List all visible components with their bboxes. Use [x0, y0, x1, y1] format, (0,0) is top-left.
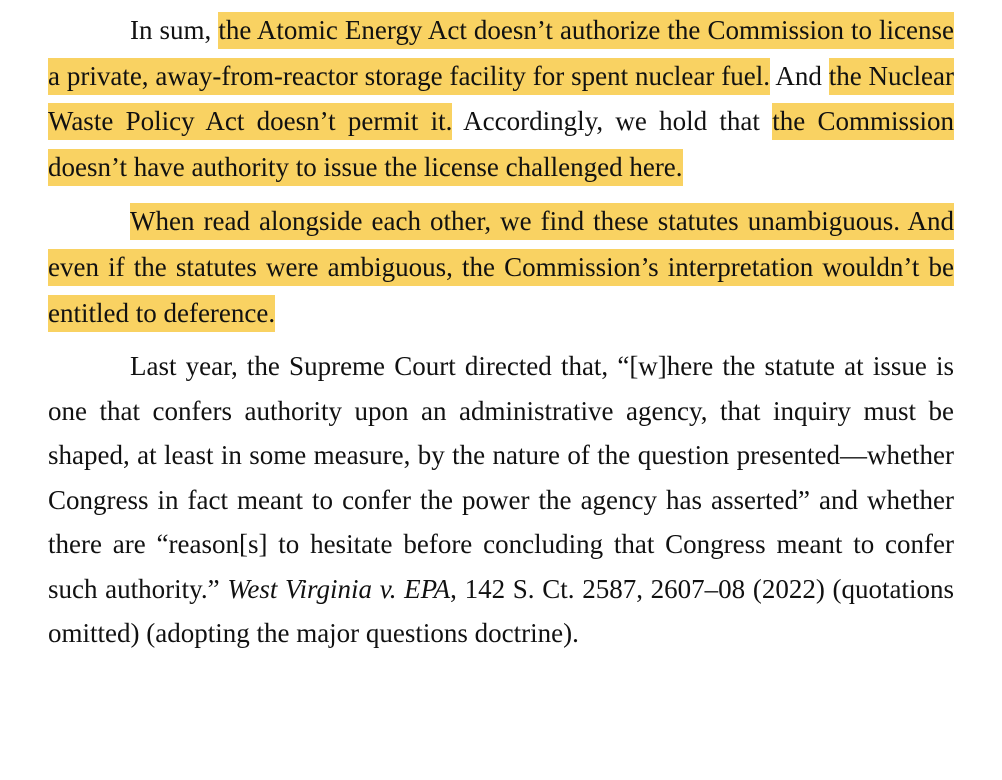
highlight-statutes-unambiguous: When read alongside each other, we find these statutes unambiguous. And even if the statutes were ambiguous, the Commission’s interpretation wouldn’t be entitled to deference. [48, 203, 954, 332]
case-citation-name: West Virginia v. EPA [227, 573, 451, 604]
para1-lead-text: In sum, [130, 15, 219, 45]
document-page [48, 0, 954, 656]
para3-citation-text: , 142 S. Ct. 2587, 2607–08 (2022) (quotations omitted) (adopting the major questions doctrine). [48, 573, 955, 648]
highlight-nuclear-waste-policy-act: the Nuclear Waste Policy Act doesn’t permit it. [48, 58, 954, 141]
para3-body-text: Last year, the Supreme Court directed that, “[w]here the statute at issue is one that confers authority upon an administrative agency, that inquiry must be shaped, at least in some measure, by the nature of the question presented—whether Congress in fact meant to confer the power the agency has asserted” and whether there are “reason[s] to hesitate before concluding that Congress meant to confer such authority.” [48, 351, 954, 604]
paragraph-major-questions [48, 344, 954, 656]
paragraph-unambiguous-statutes [48, 198, 954, 336]
highlight-atomic-energy-act: the Atomic Energy Act doesn’t authorize the Commission to license a private, away-from-reactor storage facility for spent nuclear fuel. [48, 12, 954, 95]
para1-connector-text: And [769, 60, 829, 91]
highlight-commission-authority: the Commission doesn’t have authority to issue the license challenged here. [48, 103, 954, 186]
para1-accordingly-text: Accordingly, we hold that [452, 106, 773, 136]
paragraph-holding-summary [48, 0, 954, 190]
